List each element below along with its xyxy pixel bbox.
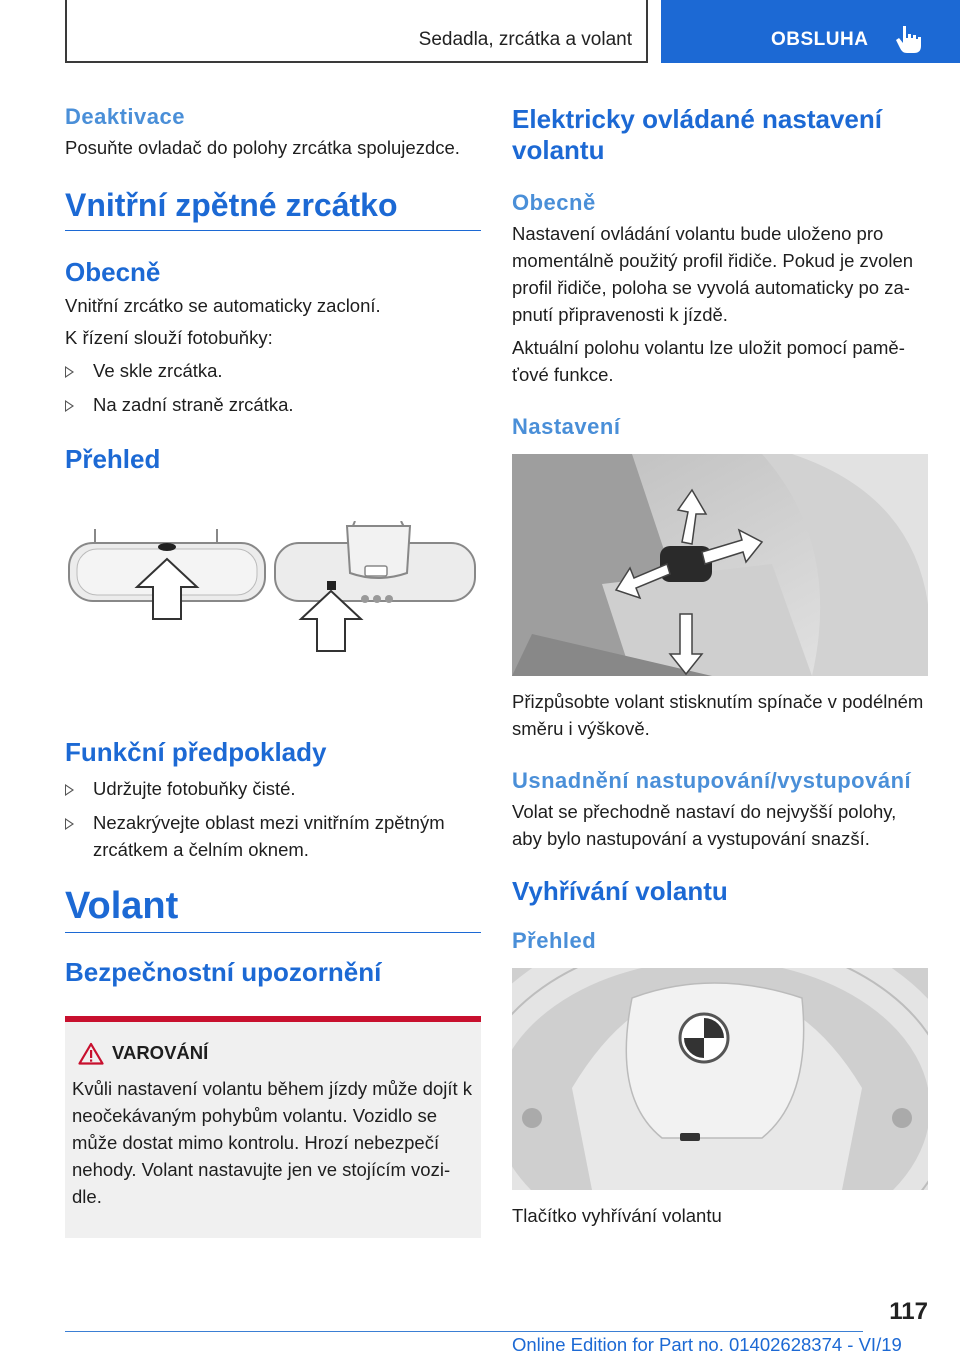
header-section-box bbox=[65, 0, 648, 63]
mirror-prehled-heading: Přehled bbox=[65, 444, 161, 475]
funkcni-list bbox=[65, 775, 481, 863]
mirror-p2: K řízení slouží fotobuňky: bbox=[65, 327, 273, 349]
header-chapter-title: OBSLUHA bbox=[771, 29, 869, 50]
nastaveni-caption: Přizpůsobte volant stisknutím spínače v podélném směru i výškově. bbox=[512, 691, 924, 740]
right-column bbox=[512, 100, 928, 1229]
heating-caption: Tlačítko vyhřívání volantu bbox=[512, 1204, 722, 1226]
steering-switch-photo bbox=[512, 454, 928, 676]
easy-text: Volat se přechodně nastaví do nejvyšší polohy, aby bylo nastupování a vystupování snazší. bbox=[512, 801, 897, 850]
warning-triangle-icon bbox=[78, 1042, 104, 1065]
mirror-obecne-heading: Obecně bbox=[65, 257, 161, 287]
easy-heading: Usnadnění nastupování/vystupování bbox=[512, 768, 912, 794]
mirror-p1: Vnitřní zrcátko se automaticky zaclоní. bbox=[65, 295, 381, 317]
list-item-text: Na zadní straně zrcátka. bbox=[93, 394, 294, 416]
funkcni-heading: Funkční předpoklady bbox=[65, 737, 327, 768]
list-item bbox=[65, 391, 481, 418]
deaktivace-text: Posuňte ovladač do polohy zrcátka spolujezdce. bbox=[65, 137, 460, 158]
list-item bbox=[65, 357, 481, 384]
warning-box bbox=[65, 1016, 481, 1238]
footer-divider bbox=[65, 1331, 863, 1332]
triangle-bullet-icon bbox=[65, 818, 74, 830]
warning-text: Kvůli nastavení volantu během jízdy může dojít k neočekávaným pohybům volantu. Vozidlo se může dostat mimo kontrolu. Hrozí nebezpečí nehody. Volant nastavujte jen ve stojícím vozidle. bbox=[72, 1077, 473, 1207]
left-column bbox=[65, 100, 481, 1238]
list-item-text: Nezakrývejte oblast mezi vnitřním zpětným zrcátkem a čelním oknem. bbox=[93, 811, 445, 860]
mirror-illustration bbox=[65, 521, 481, 671]
nastaveni-heading: Nastavení bbox=[512, 414, 621, 440]
list-item bbox=[65, 775, 481, 802]
footer-edition: Online Edition for Part no. 01402628374 - VI/19 bbox=[512, 1334, 902, 1355]
triangle-bullet-icon bbox=[65, 400, 74, 412]
heating-prehled-heading: Přehled bbox=[512, 927, 597, 953]
electric-heading: Elektricky ovládané nastavení volantu bbox=[512, 104, 882, 166]
deaktivace-heading: Deaktivace bbox=[65, 104, 185, 129]
hand-pointer-icon bbox=[895, 24, 923, 54]
list-item-text: Ve skle zrcátka. bbox=[93, 360, 223, 382]
electric-p1: Nastavení ovládání volantu bude uloženo pro momentálně použitý profil řidiče. Pokud je zvolen profil řidiče, poloha se vyvolá automaticky po zapnutí připravenosti k jízdě. bbox=[512, 223, 914, 326]
volant-heading: Volant bbox=[65, 885, 481, 933]
warning-header bbox=[78, 1042, 473, 1065]
triangle-bullet-icon bbox=[65, 784, 74, 796]
electric-p2: Aktuální polohu volantu lze uložit pomocí paměťové funkce. bbox=[512, 337, 905, 386]
safety-heading: Bezpečnostní upozornění bbox=[65, 956, 382, 987]
list-item bbox=[65, 809, 481, 863]
steering-wheel-photo bbox=[512, 968, 928, 1190]
electric-obecne-heading: Obecně bbox=[512, 190, 596, 216]
heating-heading: Vyhřívání volantu bbox=[512, 876, 728, 907]
header-section-title: Sedadla, zrcátka a volant bbox=[418, 29, 632, 50]
warning-label: VAROVÁNÍ bbox=[112, 1042, 209, 1064]
mirror-heading: Vnitřní zpětné zrcátko bbox=[65, 187, 481, 231]
list-item-text: Udržujte fotobuňky čisté. bbox=[93, 777, 296, 799]
triangle-bullet-icon bbox=[65, 366, 74, 378]
mirror-list bbox=[65, 357, 481, 418]
page-number: 117 bbox=[889, 1298, 928, 1325]
